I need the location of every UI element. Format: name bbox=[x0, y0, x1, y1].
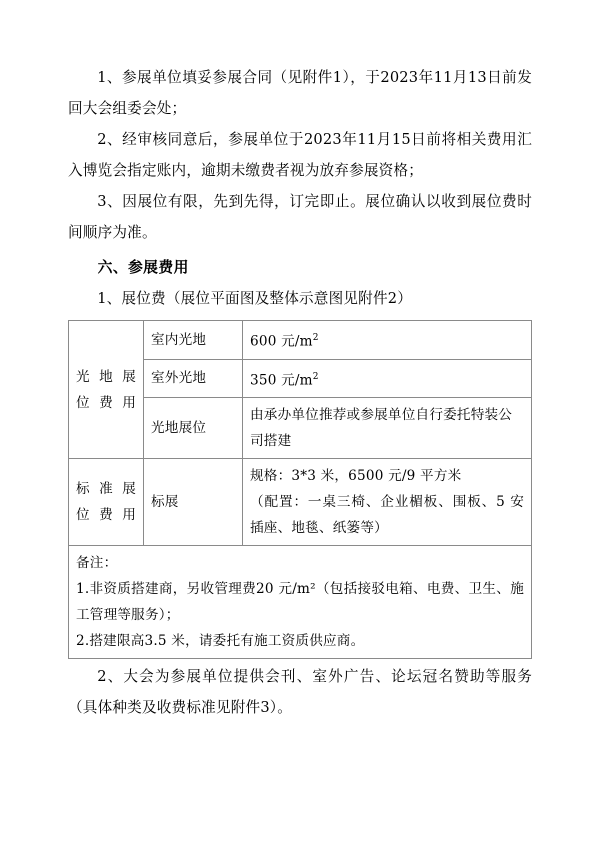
fee-category-label-standard: 标 准 展 位费用 bbox=[69, 459, 144, 546]
fee-table bbox=[68, 320, 532, 659]
fee-value-standard bbox=[243, 459, 532, 546]
closing-paragraph: 2、大会为参展单位提供会刊、室外广告、论坛冠名赞助等服务（具体种类及收费标准见附件3）。 bbox=[68, 668, 532, 717]
note-item-2: 2.搭建限高3.5 米，请委托有施工资质供应商。 bbox=[76, 633, 365, 650]
fee-value-open-booth: 由承办单位推荐或参展单位自行委托特装公司搭建 bbox=[243, 398, 532, 459]
fee-value-outdoor-text: 350 元/m bbox=[250, 372, 313, 389]
fee-subtype-outdoor: 室外光地 bbox=[144, 359, 243, 398]
paragraph-item-2: 2、经审核同意后，参展单位于2023年11月15日前将相关费用汇入博览会指定账内，逾期未缴费者视为放弃参展资格； bbox=[68, 131, 532, 179]
note-item-1: 1.非资质搭建商，另收管理费20 元/m²（包括接驳电箱、电费、卫生、施工管理等服务）； bbox=[76, 581, 524, 624]
table-row bbox=[69, 459, 532, 546]
fee-value-indoor-text: 600 元/m bbox=[250, 333, 313, 350]
fee-subtype-indoor: 室内光地 bbox=[144, 321, 243, 360]
paragraph-item-3: 3、因展位有限，先到先得，订完即止。展位确认以收到展位费时间顺序为准。 bbox=[68, 193, 532, 241]
fee-subtype-standard: 标展 bbox=[144, 459, 243, 546]
notes-title: 备注： bbox=[76, 555, 118, 572]
table-row bbox=[69, 546, 532, 659]
paragraph-item-1: 1、参展单位填妥参展合同（见附件1），于2023年11月13日前发回大会组委会处； bbox=[68, 69, 532, 117]
table-intro-text: 1、展位费（展位平面图及整体示意图见附件2） bbox=[97, 290, 413, 307]
section-heading: 六、参展费用 bbox=[97, 259, 189, 276]
fee-value-indoor-sup: 2 bbox=[312, 333, 319, 343]
fee-table-wrapper bbox=[68, 320, 532, 659]
fee-value-indoor bbox=[243, 321, 532, 360]
fee-value-outdoor bbox=[243, 359, 532, 398]
fee-table-notes bbox=[69, 546, 532, 659]
fee-category-label-open-space: 光 地 展 位费用 bbox=[69, 321, 144, 459]
table-row bbox=[69, 321, 532, 360]
fee-value-standard-line-2: （配置：一桌三椅、企业楣板、围板、5 安插座、地毯、纸篓等） bbox=[250, 494, 524, 537]
fee-subtype-open-booth: 光地展位 bbox=[144, 398, 243, 459]
fee-value-standard-line-1: 规格：3*3 米，6500 元/9 平方米 bbox=[250, 468, 462, 485]
fee-value-outdoor-sup: 2 bbox=[312, 371, 319, 382]
